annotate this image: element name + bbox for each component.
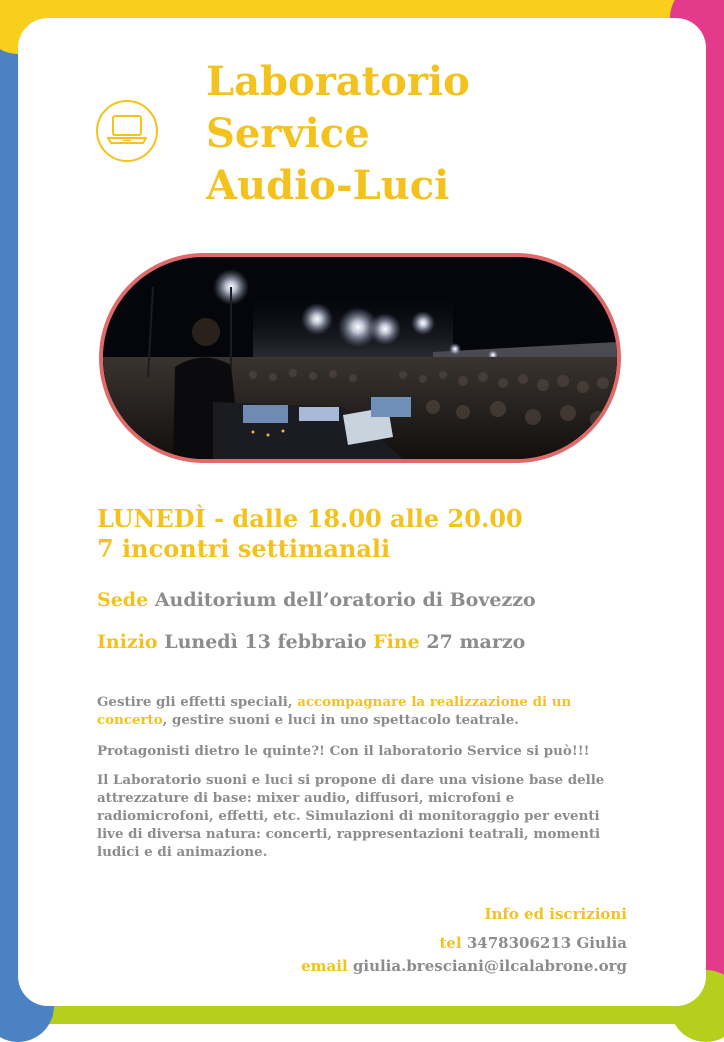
concert-photo <box>99 253 621 463</box>
phone-label: tel <box>439 934 462 952</box>
laptop-icon <box>96 100 158 162</box>
venue-label: Sede <box>97 589 149 611</box>
venue-row <box>97 589 536 611</box>
description-paragraph-1 <box>97 693 617 729</box>
phone-value: 3478306213 Giulia <box>466 934 627 952</box>
venue-value: Auditorium dell’oratorio di Bovezzo <box>154 589 536 611</box>
email-label: email <box>301 957 348 975</box>
title-line-2: Service <box>206 110 370 157</box>
description-paragraph-3: Il Laboratorio suoni e luci si propone di dare una visione base delle attrezzature di base: mixer audio, diffusori, microfoni e radiomicrofoni, effetti, etc. Simulazioni di monitoraggio per eventi live di diversa natura: concerti, rappresentazioni teatrali, momenti ludici e di animazione. <box>97 772 605 860</box>
description-highlight: accompagnare la realizzazione di un concerto <box>97 694 572 728</box>
end-label: Fine <box>373 631 420 653</box>
page-title <box>206 56 470 212</box>
schedule-line-2: 7 incontri settimanali <box>97 534 391 563</box>
contact-email <box>301 957 627 975</box>
dates-row <box>97 631 525 653</box>
frame-bottom <box>0 1006 724 1024</box>
frame-top <box>0 0 724 18</box>
contact-phone <box>439 934 627 952</box>
email-value[interactable]: giulia.bresciani@ilcalabrone.org <box>352 957 627 975</box>
start-value: Lunedì 13 febbraio <box>164 631 367 653</box>
schedule-heading <box>97 504 523 564</box>
description-paragraph-2: Protagonisti dietro le quinte?! Con il laboratorio Service si può!!! <box>97 743 590 759</box>
schedule-line-1: LUNEDÌ - dalle 18.00 alle 20.00 <box>97 504 523 533</box>
title-line-3: Audio-Luci <box>206 162 450 209</box>
start-label: Inizio <box>97 631 158 653</box>
end-value: 27 marzo <box>426 631 526 653</box>
title-line-1: Laboratorio <box>206 58 470 105</box>
frame-left <box>0 0 18 1024</box>
description-text: Gestire gli effetti speciali, <box>97 694 298 710</box>
frame-right <box>706 0 724 1024</box>
contact-heading: Info ed iscrizioni <box>484 905 627 923</box>
description-text: , gestire suoni e luci in uno spettacolo teatrale. <box>162 712 519 728</box>
